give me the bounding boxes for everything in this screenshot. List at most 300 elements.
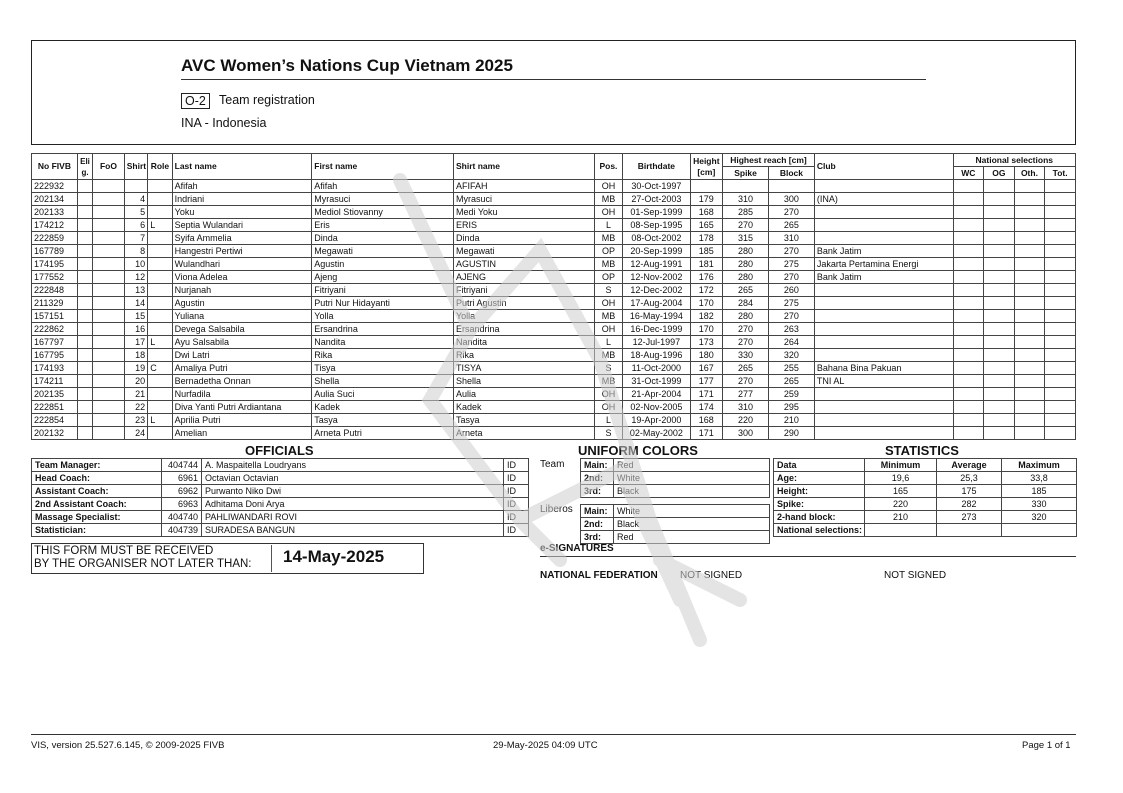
player-elig bbox=[77, 401, 92, 414]
second-signature-status: NOT SIGNED bbox=[884, 570, 947, 581]
player-national-og bbox=[984, 232, 1015, 245]
player-role bbox=[148, 375, 172, 388]
player-row bbox=[32, 297, 1076, 310]
official-id: ID bbox=[504, 498, 529, 511]
player-role: L bbox=[148, 219, 172, 232]
player-birthdate: 18-Aug-1996 bbox=[623, 349, 690, 362]
uniform-libero-label: Main: bbox=[581, 505, 614, 518]
player-shirt-number: 17 bbox=[124, 336, 147, 349]
player-national-og bbox=[984, 388, 1015, 401]
player-no-fivb: 222862 bbox=[32, 323, 78, 336]
uniform-team-table bbox=[580, 458, 770, 498]
player-position: OH bbox=[594, 388, 623, 401]
statistic-max: 330 bbox=[1002, 498, 1077, 511]
player-first-name: Putri Nur Hidayanti bbox=[312, 297, 454, 310]
player-national-oth bbox=[1014, 180, 1045, 193]
player-position: S bbox=[594, 427, 623, 440]
stats-header-avg: Average bbox=[937, 459, 1002, 472]
player-foo bbox=[93, 180, 125, 193]
player-last-name: Indriani bbox=[172, 193, 312, 206]
player-last-name: Aprilia Putri bbox=[172, 414, 312, 427]
official-name: Purwanto Niko Dwi bbox=[202, 485, 504, 498]
statistics-row bbox=[774, 524, 1077, 537]
deadline-text bbox=[34, 545, 274, 571]
player-national-wc bbox=[953, 401, 984, 414]
player-birthdate: 16-May-1994 bbox=[623, 310, 690, 323]
player-role bbox=[148, 180, 172, 193]
official-number: 404744 bbox=[162, 459, 202, 472]
player-foo bbox=[93, 232, 125, 245]
header-club: Club bbox=[814, 154, 953, 180]
player-position: MB bbox=[594, 193, 623, 206]
player-last-name: Yuliana bbox=[172, 310, 312, 323]
player-shirt-name: Putri Agustin bbox=[454, 297, 595, 310]
player-first-name: Mediol Stiovanny bbox=[312, 206, 454, 219]
official-role: Statistician: bbox=[32, 524, 162, 537]
player-role bbox=[148, 310, 172, 323]
player-national-tot bbox=[1045, 258, 1076, 271]
player-first-name: Eris bbox=[312, 219, 454, 232]
header-tot: Tot. bbox=[1045, 167, 1076, 180]
player-national-oth bbox=[1014, 349, 1045, 362]
player-birthdate: 12-Jul-1997 bbox=[623, 336, 690, 349]
player-position: OP bbox=[594, 271, 623, 284]
player-no-fivb: 174193 bbox=[32, 362, 78, 375]
player-national-wc bbox=[953, 180, 984, 193]
player-birthdate: 12-Dec-2002 bbox=[623, 284, 690, 297]
player-national-og bbox=[984, 336, 1015, 349]
player-birthdate: 21-Apr-2004 bbox=[623, 388, 690, 401]
uniform-colors-title: UNIFORM COLORS bbox=[578, 443, 698, 458]
uniform-team-color: Black bbox=[614, 485, 770, 498]
player-elig bbox=[77, 271, 92, 284]
statistic-max: 185 bbox=[1002, 485, 1077, 498]
player-height: 173 bbox=[690, 336, 723, 349]
player-block: 264 bbox=[768, 336, 814, 349]
player-national-oth bbox=[1014, 336, 1045, 349]
uniform-team-label: 3rd: bbox=[581, 485, 614, 498]
player-national-wc bbox=[953, 362, 984, 375]
player-national-oth bbox=[1014, 284, 1045, 297]
player-shirt-name: Tasya bbox=[454, 414, 595, 427]
player-block: 270 bbox=[768, 271, 814, 284]
header-spike: Spike bbox=[723, 167, 769, 180]
player-first-name: Agustin bbox=[312, 258, 454, 271]
player-national-wc bbox=[953, 271, 984, 284]
player-national-tot bbox=[1045, 180, 1076, 193]
player-role bbox=[148, 349, 172, 362]
player-first-name: Dinda bbox=[312, 232, 454, 245]
official-id: ID bbox=[504, 472, 529, 485]
player-spike: 220 bbox=[723, 414, 769, 427]
player-shirt-number: 7 bbox=[124, 232, 147, 245]
document-title: AVC Women’s Nations Cup Vietnam 2025 bbox=[181, 56, 513, 75]
player-role bbox=[148, 388, 172, 401]
player-no-fivb: 202132 bbox=[32, 427, 78, 440]
uniform-libero-label: 3rd: bbox=[581, 531, 614, 544]
player-block: 255 bbox=[768, 362, 814, 375]
player-role bbox=[148, 427, 172, 440]
player-foo bbox=[93, 414, 125, 427]
player-national-oth bbox=[1014, 414, 1045, 427]
player-shirt-name: Nandita bbox=[454, 336, 595, 349]
player-club bbox=[814, 284, 953, 297]
player-elig bbox=[77, 232, 92, 245]
player-height: 177 bbox=[690, 375, 723, 388]
uniform-libero-label: 2nd: bbox=[581, 518, 614, 531]
player-shirt-name: Shella bbox=[454, 375, 595, 388]
player-row bbox=[32, 232, 1076, 245]
player-club bbox=[814, 297, 953, 310]
player-shirt-name: Ersandrina bbox=[454, 323, 595, 336]
player-national-oth bbox=[1014, 388, 1045, 401]
player-elig bbox=[77, 323, 92, 336]
player-national-tot bbox=[1045, 206, 1076, 219]
player-national-oth bbox=[1014, 323, 1045, 336]
player-national-tot bbox=[1045, 245, 1076, 258]
player-foo bbox=[93, 336, 125, 349]
player-foo bbox=[93, 219, 125, 232]
player-birthdate: 12-Nov-2002 bbox=[623, 271, 690, 284]
statistic-label: National selections: bbox=[774, 524, 865, 537]
player-position: OH bbox=[594, 206, 623, 219]
statistics-row bbox=[774, 472, 1077, 485]
uniform-team-row bbox=[581, 485, 770, 498]
player-shirt-number bbox=[124, 180, 147, 193]
player-elig bbox=[77, 245, 92, 258]
player-spike: 277 bbox=[723, 388, 769, 401]
player-role bbox=[148, 206, 172, 219]
player-last-name: Diva Yanti Putri Ardiantana bbox=[172, 401, 312, 414]
player-no-fivb: 202133 bbox=[32, 206, 78, 219]
player-no-fivb: 222848 bbox=[32, 284, 78, 297]
statistic-min: 220 bbox=[865, 498, 937, 511]
player-birthdate: 31-Oct-1999 bbox=[623, 375, 690, 388]
player-spike: 270 bbox=[723, 219, 769, 232]
player-block: 260 bbox=[768, 284, 814, 297]
player-foo bbox=[93, 271, 125, 284]
player-shirt-name: Arneta bbox=[454, 427, 595, 440]
player-national-wc bbox=[953, 310, 984, 323]
player-row bbox=[32, 180, 1076, 193]
player-foo bbox=[93, 245, 125, 258]
player-club bbox=[814, 206, 953, 219]
player-shirt-name: Kadek bbox=[454, 401, 595, 414]
player-shirt-number: 8 bbox=[124, 245, 147, 258]
statistics-title: STATISTICS bbox=[885, 443, 959, 458]
statistics-row bbox=[774, 498, 1077, 511]
player-no-fivb: 167789 bbox=[32, 245, 78, 258]
player-height: 170 bbox=[690, 323, 723, 336]
player-spike: 280 bbox=[723, 271, 769, 284]
player-last-name: Dwi Latri bbox=[172, 349, 312, 362]
header-wc: WC bbox=[953, 167, 984, 180]
player-club bbox=[814, 427, 953, 440]
official-row bbox=[32, 511, 529, 524]
player-first-name: Tisya bbox=[312, 362, 454, 375]
player-birthdate: 30-Oct-1997 bbox=[623, 180, 690, 193]
player-position: S bbox=[594, 362, 623, 375]
team-name: INA - Indonesia bbox=[181, 116, 267, 130]
player-role bbox=[148, 232, 172, 245]
player-block: 295 bbox=[768, 401, 814, 414]
player-last-name: Amaliya Putri bbox=[172, 362, 312, 375]
player-elig bbox=[77, 349, 92, 362]
footer-version: VIS, version 25.527.6.145, © 2009-2025 FIVB bbox=[31, 740, 225, 751]
statistic-min bbox=[865, 524, 937, 537]
statistic-label: Height: bbox=[774, 485, 865, 498]
official-row bbox=[32, 498, 529, 511]
statistic-avg: 273 bbox=[937, 511, 1002, 524]
statistics-table bbox=[773, 458, 1077, 537]
uniform-team-label: Team bbox=[540, 459, 565, 470]
header-pos: Pos. bbox=[594, 154, 623, 180]
stats-header-data: Data bbox=[774, 459, 865, 472]
uniform-libero-color: Black bbox=[614, 518, 770, 531]
player-first-name: Rika bbox=[312, 349, 454, 362]
statistic-min: 165 bbox=[865, 485, 937, 498]
player-shirt-name: Medi Yoku bbox=[454, 206, 595, 219]
player-last-name: Nurjanah bbox=[172, 284, 312, 297]
player-position: L bbox=[594, 219, 623, 232]
player-birthdate: 08-Oct-2002 bbox=[623, 232, 690, 245]
player-club bbox=[814, 401, 953, 414]
player-role bbox=[148, 284, 172, 297]
player-club: Bank Jatim bbox=[814, 271, 953, 284]
player-national-og bbox=[984, 219, 1015, 232]
official-number: 6963 bbox=[162, 498, 202, 511]
player-shirt-name: Dinda bbox=[454, 232, 595, 245]
player-first-name: Afifah bbox=[312, 180, 454, 193]
player-position: MB bbox=[594, 349, 623, 362]
player-role bbox=[148, 297, 172, 310]
player-foo bbox=[93, 284, 125, 297]
player-no-fivb: 174211 bbox=[32, 375, 78, 388]
player-foo bbox=[93, 388, 125, 401]
player-role bbox=[148, 271, 172, 284]
player-block: 270 bbox=[768, 245, 814, 258]
player-birthdate: 20-Sep-1999 bbox=[623, 245, 690, 258]
player-shirt-name: Yolla bbox=[454, 310, 595, 323]
player-role: L bbox=[148, 414, 172, 427]
player-block: 275 bbox=[768, 258, 814, 271]
player-no-fivb: 222854 bbox=[32, 414, 78, 427]
player-national-tot bbox=[1045, 349, 1076, 362]
player-national-oth bbox=[1014, 219, 1045, 232]
player-elig bbox=[77, 206, 92, 219]
player-national-tot bbox=[1045, 232, 1076, 245]
player-height: 174 bbox=[690, 401, 723, 414]
player-first-name: Ajeng bbox=[312, 271, 454, 284]
deadline-divider bbox=[271, 545, 272, 572]
player-last-name: Yoku bbox=[172, 206, 312, 219]
e-signatures-title: e-SIGNATURES bbox=[540, 543, 614, 554]
player-first-name: Myrasuci bbox=[312, 193, 454, 206]
player-national-og bbox=[984, 284, 1015, 297]
deadline-text-line1: THIS FORM MUST BE RECEIVED bbox=[34, 545, 214, 557]
player-national-oth bbox=[1014, 232, 1045, 245]
player-block: 310 bbox=[768, 232, 814, 245]
player-position: MB bbox=[594, 232, 623, 245]
player-national-tot bbox=[1045, 310, 1076, 323]
player-block: 290 bbox=[768, 427, 814, 440]
player-last-name: Devega Salsabila bbox=[172, 323, 312, 336]
statistic-max bbox=[1002, 524, 1077, 537]
player-first-name: Fitriyani bbox=[312, 284, 454, 297]
player-club bbox=[814, 310, 953, 323]
player-height: 171 bbox=[690, 427, 723, 440]
uniform-team-row bbox=[581, 459, 770, 472]
player-first-name: Yolla bbox=[312, 310, 454, 323]
player-club: TNI AL bbox=[814, 375, 953, 388]
player-national-oth bbox=[1014, 206, 1045, 219]
player-national-oth bbox=[1014, 258, 1045, 271]
player-shirt-number: 13 bbox=[124, 284, 147, 297]
player-no-fivb: 202135 bbox=[32, 388, 78, 401]
player-role: C bbox=[148, 362, 172, 375]
player-national-wc bbox=[953, 206, 984, 219]
player-national-tot bbox=[1045, 323, 1076, 336]
player-shirt-number: 4 bbox=[124, 193, 147, 206]
uniform-team-label: 2nd: bbox=[581, 472, 614, 485]
statistic-max: 33,8 bbox=[1002, 472, 1077, 485]
player-position: L bbox=[594, 414, 623, 427]
national-federation-label: NATIONAL FEDERATION bbox=[540, 570, 658, 581]
player-club bbox=[814, 336, 953, 349]
player-national-og bbox=[984, 245, 1015, 258]
official-role: Team Manager: bbox=[32, 459, 162, 472]
player-shirt-name: Fitriyani bbox=[454, 284, 595, 297]
player-birthdate: 16-Dec-1999 bbox=[623, 323, 690, 336]
player-no-fivb: 222851 bbox=[32, 401, 78, 414]
player-row bbox=[32, 349, 1076, 362]
header-elig: Eli g. bbox=[77, 154, 92, 180]
player-elig bbox=[77, 180, 92, 193]
statistic-avg: 25,3 bbox=[937, 472, 1002, 485]
player-position: OH bbox=[594, 401, 623, 414]
player-spike: 285 bbox=[723, 206, 769, 219]
player-national-tot bbox=[1045, 193, 1076, 206]
player-foo bbox=[93, 323, 125, 336]
player-block: 210 bbox=[768, 414, 814, 427]
player-foo bbox=[93, 401, 125, 414]
official-number: 404739 bbox=[162, 524, 202, 537]
deadline-date: 14-May-2025 bbox=[283, 547, 385, 566]
player-birthdate: 08-Sep-1995 bbox=[623, 219, 690, 232]
player-national-wc bbox=[953, 427, 984, 440]
player-spike: 330 bbox=[723, 349, 769, 362]
player-club bbox=[814, 219, 953, 232]
player-spike: 265 bbox=[723, 362, 769, 375]
header-highest-reach: Highest reach [cm] bbox=[723, 154, 815, 167]
player-position: MB bbox=[594, 375, 623, 388]
player-block: 265 bbox=[768, 375, 814, 388]
player-national-wc bbox=[953, 193, 984, 206]
player-national-oth bbox=[1014, 362, 1045, 375]
player-first-name: Aulia Suci bbox=[312, 388, 454, 401]
player-national-tot bbox=[1045, 414, 1076, 427]
statistic-avg bbox=[937, 524, 1002, 537]
player-height: 180 bbox=[690, 349, 723, 362]
uniform-libero-color: Red bbox=[614, 531, 770, 544]
player-spike: 280 bbox=[723, 258, 769, 271]
player-last-name: Septia Wulandari bbox=[172, 219, 312, 232]
player-row bbox=[32, 375, 1076, 388]
player-club bbox=[814, 349, 953, 362]
player-role bbox=[148, 245, 172, 258]
player-national-wc bbox=[953, 232, 984, 245]
official-name: PAHLIWANDARI ROVI bbox=[202, 511, 504, 524]
player-position: L bbox=[594, 336, 623, 349]
player-national-og bbox=[984, 310, 1015, 323]
statistic-max: 320 bbox=[1002, 511, 1077, 524]
header-no-fivb: No FIVB bbox=[32, 154, 78, 180]
player-national-oth bbox=[1014, 310, 1045, 323]
player-shirt-number: 20 bbox=[124, 375, 147, 388]
player-row bbox=[32, 388, 1076, 401]
player-spike: 280 bbox=[723, 245, 769, 258]
player-shirt-number: 19 bbox=[124, 362, 147, 375]
player-shirt-name: AJENG bbox=[454, 271, 595, 284]
player-national-og bbox=[984, 375, 1015, 388]
player-no-fivb: 174212 bbox=[32, 219, 78, 232]
player-club bbox=[814, 414, 953, 427]
player-shirt-number: 21 bbox=[124, 388, 147, 401]
player-height: 185 bbox=[690, 245, 723, 258]
header-shirt: Shirt bbox=[124, 154, 147, 180]
official-name: A. Maspaitella Loudryans bbox=[202, 459, 504, 472]
header-oth: Oth. bbox=[1014, 167, 1045, 180]
official-number: 6962 bbox=[162, 485, 202, 498]
player-no-fivb: 202134 bbox=[32, 193, 78, 206]
player-national-oth bbox=[1014, 245, 1045, 258]
player-foo bbox=[93, 297, 125, 310]
official-row bbox=[32, 459, 529, 472]
player-club: (INA) bbox=[814, 193, 953, 206]
player-no-fivb: 211329 bbox=[32, 297, 78, 310]
official-row bbox=[32, 472, 529, 485]
official-role: Massage Specialist: bbox=[32, 511, 162, 524]
player-national-og bbox=[984, 297, 1015, 310]
player-no-fivb: 174195 bbox=[32, 258, 78, 271]
header-block: Block bbox=[768, 167, 814, 180]
player-national-tot bbox=[1045, 219, 1076, 232]
uniform-libero-row bbox=[581, 505, 770, 518]
player-birthdate: 01-Sep-1999 bbox=[623, 206, 690, 219]
player-national-wc bbox=[953, 336, 984, 349]
player-first-name: Kadek bbox=[312, 401, 454, 414]
player-national-og bbox=[984, 258, 1015, 271]
official-name: Octavian Octavian bbox=[202, 472, 504, 485]
uniform-libero-row bbox=[581, 531, 770, 544]
player-spike: 300 bbox=[723, 427, 769, 440]
player-row bbox=[32, 258, 1076, 271]
footer-generated-date: 29-May-2025 04:09 UTC bbox=[493, 740, 598, 751]
statistic-avg: 282 bbox=[937, 498, 1002, 511]
player-birthdate: 02-Nov-2005 bbox=[623, 401, 690, 414]
player-foo bbox=[93, 258, 125, 271]
player-elig bbox=[77, 362, 92, 375]
header-role: Role bbox=[148, 154, 172, 180]
player-elig bbox=[77, 193, 92, 206]
player-block: 259 bbox=[768, 388, 814, 401]
statistics-row bbox=[774, 485, 1077, 498]
official-name: Adhitama Doni Arya bbox=[202, 498, 504, 511]
uniform-team-row bbox=[581, 472, 770, 485]
player-height: 171 bbox=[690, 388, 723, 401]
player-elig bbox=[77, 258, 92, 271]
player-last-name: Viona Adelea bbox=[172, 271, 312, 284]
